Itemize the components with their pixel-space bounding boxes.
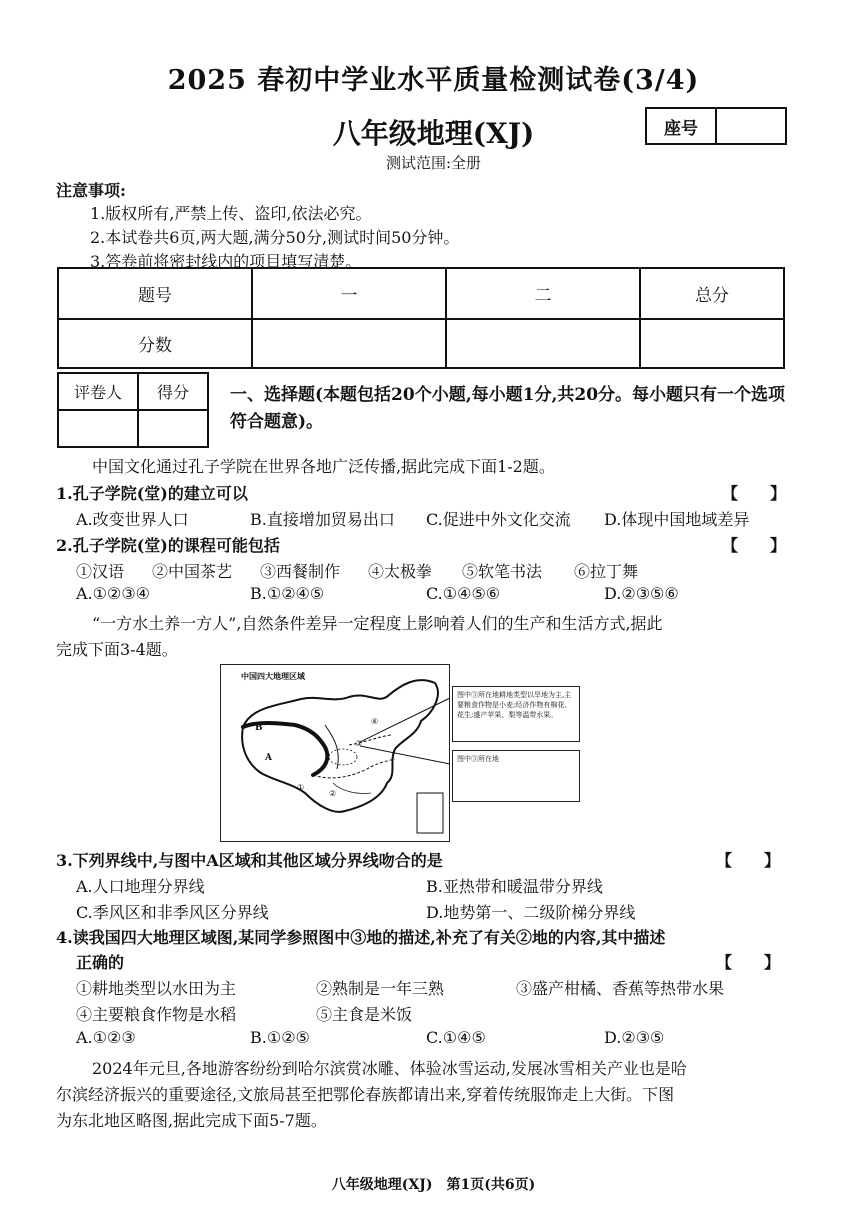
option-d[interactable]: D.体现中国地域差异 [604,510,750,529]
grade-cell[interactable] [138,410,208,447]
option-b[interactable]: B.亚热带和暖温带分界线 [426,877,603,896]
q4-item: ⑤主食是米饭 [316,1005,413,1024]
q2-item: ③西餐制作 [260,562,341,581]
notice-item: 1.版权所有,严禁上传、盗印,依法必究。 [90,204,372,223]
map-callout-1: 图中③所在地耕地类型以旱地为主,主要粮食作物是小麦;经济作物有棉花、花生;盛产苹果、梨等温带水果。 [452,686,580,742]
exam-title: 2025 春初中学业水平质量检测试卷(3/4) [167,65,700,96]
answer-bracket[interactable]: 【 】 [722,536,787,555]
intro-text: 中国文化通过孔子学院在世界各地广泛传播,据此完成下面1-2题。 [92,457,555,476]
option-c[interactable]: C.①④⑤⑥ [426,584,501,603]
score-table-header: 一 [252,268,446,319]
option-c[interactable]: C.促进中外文化交流 [426,510,571,529]
callout-leader-lines [360,690,460,770]
grade-label: 得分 [138,373,208,410]
score-table-header: 总分 [640,268,784,319]
section-heading: 一、选择题(本题包括20个小题,每小题1分,共20分。每小题只有一个选项符合题意)。 [230,385,786,432]
map-label-a: A [265,753,272,763]
option-b[interactable]: B.直接增加贸易出口 [250,510,395,529]
option-a[interactable]: A.改变世界人口 [76,510,189,529]
question-4-stem: 4.读我国四大地理区域图,某同学参照图中③地的描述,补充了有关②地的内容,其中描述 [56,928,666,947]
intro-text: 2024年元旦,各地游客纷纷到哈尔滨赏冰雕、体验冰雪运动,发展冰雪相关产业也是哈 [92,1059,687,1078]
question-3-stem: 3.下列界线中,与图中A区域和其他区域分界线吻合的是 [56,851,443,870]
test-range: 测试范围:全册 [385,154,482,172]
notice-item: 2.本试卷共6页,两大题,满分50分,测试时间50分钟。 [90,228,460,247]
intro-text: “一方水土养一方人”,自然条件差异一定程度上影响着人们的生产和生活方式,据此 [92,614,663,633]
answer-bracket[interactable]: 【 】 [716,851,781,870]
map-marker: ③ [355,739,363,748]
grader-label: 评卷人 [58,373,138,410]
map-marker: ① [297,783,305,792]
score-table [57,267,785,369]
notice-item: 3.答卷前将密封线内的项目填写清楚。 [90,252,362,271]
q2-item: ②中国茶艺 [152,562,233,581]
seat-label: 座号 [647,109,717,143]
page-footer: 八年级地理(XJ) 第1页(共6页) [331,1177,536,1193]
map-label-b: B [255,723,263,733]
q2-item: ⑥拉丁舞 [574,562,639,581]
option-c[interactable]: C.①④⑤ [426,1028,486,1047]
answer-bracket[interactable]: 【 】 [722,484,787,503]
option-a[interactable]: A.人口地理分界线 [76,877,205,896]
answer-bracket[interactable]: 【 】 [716,953,781,972]
score-row-label: 分数 [58,319,252,368]
subject-title: 八年级地理(XJ) [332,117,535,150]
option-b[interactable]: B.①②⑤ [250,1028,310,1047]
seat-number-box[interactable] [645,107,787,145]
score-table-header: 二 [446,268,640,319]
intro-text: 尔滨经济振兴的重要途径,文旅局甚至把鄂伦春族都请出来,穿着传统服饰走上大街。下图 [56,1085,675,1104]
q4-item: ④主要粮食作物是水稻 [76,1005,237,1024]
q4-item: ③盛产柑橘、香蕉等热带水果 [516,979,725,998]
intro-text: 完成下面3-4题。 [56,640,178,659]
score-cell[interactable] [252,319,446,368]
map-marker: ④ [371,717,379,726]
grader-cell[interactable] [58,410,138,447]
q4-item: ①耕地类型以水田为主 [76,979,237,998]
seat-number-field[interactable] [717,109,785,143]
question-4-stem-cont: 正确的 [76,953,125,972]
q2-item: ①汉语 [76,562,125,581]
score-cell[interactable] [640,319,784,368]
question-2-stem: 2.孔子学院(堂)的课程可能包括 [56,536,280,555]
notice-title: 注意事项: [56,181,126,200]
q2-item: ④太极拳 [368,562,433,581]
q2-item: ⑤软笔书法 [462,562,543,581]
score-cell[interactable] [446,319,640,368]
option-a[interactable]: A.①②③④ [76,584,151,603]
question-1-stem: 1.孔子学院(堂)的建立可以 [56,484,248,503]
grader-table [57,372,209,448]
option-a[interactable]: A.①②③ [76,1028,136,1047]
option-d[interactable]: D.②③⑤ [604,1028,665,1047]
score-table-header: 题号 [58,268,252,319]
option-c[interactable]: C.季风区和非季风区分界线 [76,903,269,922]
map-title: 中国四大地理区域 [241,671,305,681]
option-b[interactable]: B.①②④⑤ [250,584,325,603]
map-marker: ② [329,789,337,798]
option-d[interactable]: D.②③⑤⑥ [604,584,679,603]
q4-item: ②熟制是一年三熟 [316,979,445,998]
map-callout-2: 图中③所在地 [452,750,580,802]
intro-text: 为东北地区略图,据此完成下面5-7题。 [56,1111,327,1130]
option-d[interactable]: D.地势第一、二级阶梯分界线 [426,903,636,922]
